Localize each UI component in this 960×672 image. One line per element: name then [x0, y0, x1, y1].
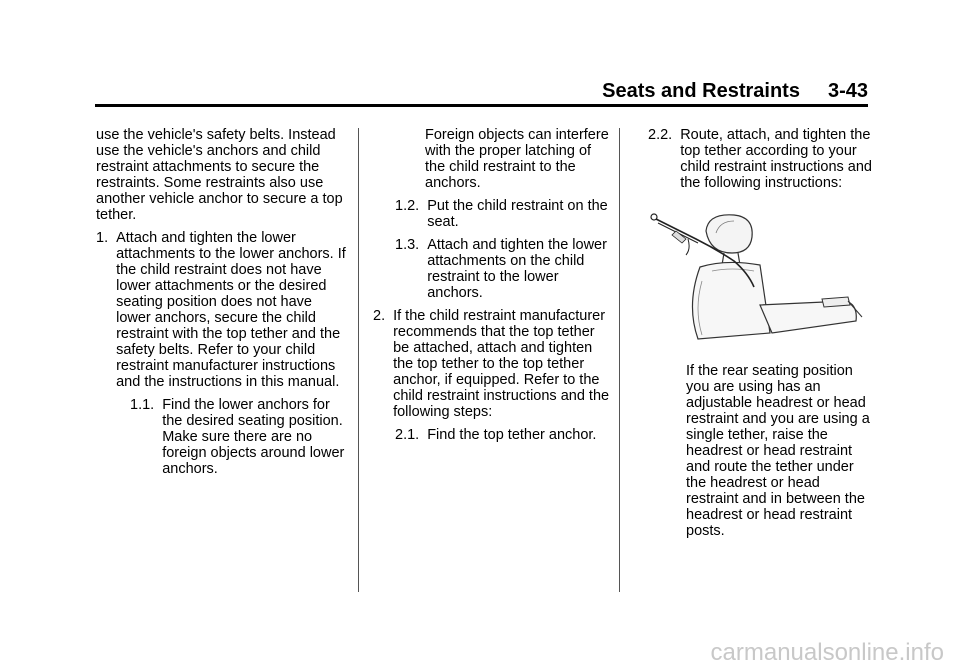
step-text: Find the top tether anchor. [427, 427, 597, 443]
step-text: If the child restraint manufacturer recommends that the top tether be attached, attach and tighten the top tether to the top tether anchor, if equipped. Refer to the child restraint instructions and the following steps: [393, 308, 610, 420]
step-number: 2.1. [395, 427, 420, 443]
seat-tether-illustration [636, 209, 876, 349]
step-text: Put the child restraint on the seat. [427, 198, 608, 230]
step-text: Route, attach, and tighten the top tether according to your child restraint instructions and the following instructions: [680, 127, 873, 191]
header-rule [95, 104, 868, 107]
step-2-1 [373, 427, 613, 443]
step-number: 2.2. [648, 127, 673, 143]
step-number: 1.1. [130, 397, 155, 413]
page-header [602, 80, 868, 103]
step-2-2 [636, 127, 876, 191]
step-1 [96, 230, 346, 390]
step-text: Attach and tighten the lower attachments to the lower anchors. If the child restraint does not have lower attachments or the desired seating position does not have lower anchors, secure the child restraint with the top tether and the safety belts. Refer to your child restraint manufacturer instructions and the instructions in this manual. [116, 230, 346, 390]
continued-text: Foreign objects can interfere with the proper latching of the child restraint to the anchors. [425, 127, 609, 191]
intro-paragraph: use the vehicle's safety belts. Instead use the vehicle's anchors and child restraint attachments to secure the restraints. Some restraints also use another vehicle anchor to secure a top tether. [96, 127, 343, 223]
step-2 [373, 308, 613, 420]
step-number: 1. [96, 230, 109, 246]
column-divider [358, 128, 359, 592]
step-1-3 [373, 237, 613, 301]
column-divider [619, 128, 620, 592]
step-1-2 [373, 198, 613, 230]
column-3 [636, 127, 876, 539]
section-title: Seats and Restraints [602, 80, 800, 102]
column-2 [373, 127, 613, 443]
step-number: 1.3. [395, 237, 420, 253]
page-number: 3-43 [827, 80, 868, 102]
step-number: 2. [373, 308, 386, 324]
headrest-note: If the rear seating position you are using has an adjustable headrest or head restraint and you are using a single tether, raise the headrest or head restraint and route the tether under the headrest or head restraint and in between the headrest or head restraint posts. [686, 363, 870, 539]
column-1 [96, 127, 346, 477]
step-text: Find the lower anchors for the desired seating position. Make sure there are no foreign objects around lower anchors. [162, 397, 345, 477]
watermark: carmanualsonline.info [710, 639, 944, 666]
step-text: Attach and tighten the lower attachments on the child restraint to the lower anchors. [427, 237, 607, 301]
step-1-1 [96, 397, 346, 477]
step-number: 1.2. [395, 198, 420, 214]
